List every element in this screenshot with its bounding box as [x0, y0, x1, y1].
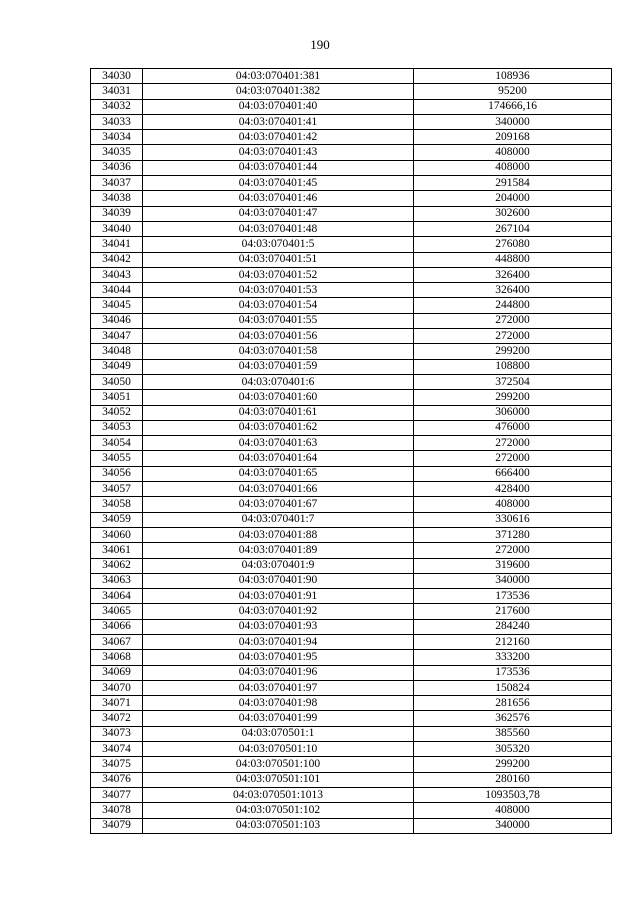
cadastral-value-cell: 217600	[414, 604, 612, 619]
row-index-cell: 34042	[91, 252, 143, 267]
row-index-cell: 34032	[91, 99, 143, 114]
cadastral-number-cell: 04:03:070401:46	[143, 191, 414, 206]
table-row	[91, 329, 612, 344]
table-row	[91, 69, 612, 84]
table-row	[91, 313, 612, 328]
cadastral-value-cell: 408000	[414, 497, 612, 512]
row-index-cell: 34030	[91, 69, 143, 84]
table-row	[91, 772, 612, 787]
cadastral-value-cell: 204000	[414, 191, 612, 206]
cadastral-number-cell: 04:03:070401:62	[143, 420, 414, 435]
table-row	[91, 344, 612, 359]
cadastral-value-cell: 340000	[414, 114, 612, 129]
cadastral-number-cell: 04:03:070401:51	[143, 252, 414, 267]
row-index-cell: 34043	[91, 267, 143, 282]
row-index-cell: 34034	[91, 130, 143, 145]
table-row	[91, 512, 612, 527]
row-index-cell: 34057	[91, 482, 143, 497]
cadastral-number-cell: 04:03:070401:90	[143, 573, 414, 588]
row-index-cell: 34036	[91, 160, 143, 175]
table-row	[91, 619, 612, 634]
cadastral-number-cell: 04:03:070401:64	[143, 451, 414, 466]
cadastral-number-cell: 04:03:070401:6	[143, 374, 414, 389]
cadastral-value-cell: 174666,16	[414, 99, 612, 114]
cadastral-number-cell: 04:03:070501:102	[143, 803, 414, 818]
cadastral-value-cell: 173536	[414, 665, 612, 680]
table-row	[91, 405, 612, 420]
cadastral-number-cell: 04:03:070401:382	[143, 84, 414, 99]
table-row	[91, 543, 612, 558]
table-row	[91, 665, 612, 680]
table-row	[91, 573, 612, 588]
cadastral-number-cell: 04:03:070401:52	[143, 267, 414, 282]
cadastral-value-cell: 305320	[414, 742, 612, 757]
table-body	[91, 69, 612, 834]
cadastral-value-cell: 272000	[414, 436, 612, 451]
table-row	[91, 84, 612, 99]
table-row	[91, 451, 612, 466]
cadastral-number-cell: 04:03:070401:381	[143, 69, 414, 84]
cadastral-number-cell: 04:03:070401:94	[143, 634, 414, 649]
cadastral-value-cell: 244800	[414, 298, 612, 313]
cadastral-number-cell: 04:03:070401:95	[143, 650, 414, 665]
table-row	[91, 634, 612, 649]
cadastral-number-cell: 04:03:070401:92	[143, 604, 414, 619]
row-index-cell: 34044	[91, 283, 143, 298]
row-index-cell: 34071	[91, 696, 143, 711]
table-row	[91, 696, 612, 711]
cadastral-number-cell: 04:03:070501:1	[143, 726, 414, 741]
cadastral-number-cell: 04:03:070401:99	[143, 711, 414, 726]
cadastral-number-cell: 04:03:070401:45	[143, 176, 414, 191]
cadastral-value-cell: 281656	[414, 696, 612, 711]
cadastral-value-cell: 408000	[414, 145, 612, 160]
cadastral-number-cell: 04:03:070401:43	[143, 145, 414, 160]
row-index-cell: 34039	[91, 206, 143, 221]
table-row	[91, 390, 612, 405]
row-index-cell: 34066	[91, 619, 143, 634]
table-row	[91, 482, 612, 497]
row-index-cell: 34061	[91, 543, 143, 558]
cadastral-number-cell: 04:03:070501:101	[143, 772, 414, 787]
table-row	[91, 359, 612, 374]
table-row	[91, 221, 612, 236]
cadastral-number-cell: 04:03:070401:58	[143, 344, 414, 359]
cadastral-value-cell: 333200	[414, 650, 612, 665]
cadastral-number-cell: 04:03:070401:53	[143, 283, 414, 298]
cadastral-number-cell: 04:03:070401:88	[143, 527, 414, 542]
cadastral-value-cell: 371280	[414, 527, 612, 542]
row-index-cell: 34078	[91, 803, 143, 818]
table-row	[91, 252, 612, 267]
table-row	[91, 650, 612, 665]
cadastral-number-cell: 04:03:070401:97	[143, 680, 414, 695]
cadastral-value-cell: 291584	[414, 176, 612, 191]
row-index-cell: 34064	[91, 589, 143, 604]
cadastral-number-cell: 04:03:070401:40	[143, 99, 414, 114]
cadastral-number-cell: 04:03:070501:10	[143, 742, 414, 757]
table-row	[91, 787, 612, 802]
row-index-cell: 34049	[91, 359, 143, 374]
table-row	[91, 374, 612, 389]
cadastral-value-cell: 272000	[414, 451, 612, 466]
cadastral-value-cell: 284240	[414, 619, 612, 634]
table-row	[91, 604, 612, 619]
cadastral-value-cell: 1093503,78	[414, 787, 612, 802]
row-index-cell: 34070	[91, 680, 143, 695]
cadastral-value-cell: 95200	[414, 84, 612, 99]
row-index-cell: 34075	[91, 757, 143, 772]
cadastral-value-table	[90, 68, 612, 834]
table-row	[91, 497, 612, 512]
cadastral-number-cell: 04:03:070401:89	[143, 543, 414, 558]
cadastral-number-cell: 04:03:070401:56	[143, 329, 414, 344]
cadastral-number-cell: 04:03:070401:5	[143, 237, 414, 252]
table-row	[91, 267, 612, 282]
cadastral-number-cell: 04:03:070501:100	[143, 757, 414, 772]
cadastral-value-cell: 306000	[414, 405, 612, 420]
row-index-cell: 34048	[91, 344, 143, 359]
row-index-cell: 34052	[91, 405, 143, 420]
row-index-cell: 34031	[91, 84, 143, 99]
cadastral-value-cell: 408000	[414, 160, 612, 175]
cadastral-value-cell: 280160	[414, 772, 612, 787]
cadastral-number-cell: 04:03:070401:66	[143, 482, 414, 497]
row-index-cell: 34051	[91, 390, 143, 405]
table-row	[91, 283, 612, 298]
cadastral-number-cell: 04:03:070401:98	[143, 696, 414, 711]
cadastral-number-cell: 04:03:070401:42	[143, 130, 414, 145]
table-row	[91, 160, 612, 175]
cadastral-value-cell: 326400	[414, 283, 612, 298]
table-row	[91, 298, 612, 313]
table-row	[91, 191, 612, 206]
row-index-cell: 34073	[91, 726, 143, 741]
table-row	[91, 130, 612, 145]
cadastral-value-cell: 428400	[414, 482, 612, 497]
cadastral-number-cell: 04:03:070401:47	[143, 206, 414, 221]
cadastral-value-cell: 319600	[414, 558, 612, 573]
cadastral-number-cell: 04:03:070401:9	[143, 558, 414, 573]
row-index-cell: 34076	[91, 772, 143, 787]
cadastral-value-cell: 173536	[414, 589, 612, 604]
table-row	[91, 466, 612, 481]
cadastral-value-cell: 299200	[414, 757, 612, 772]
cadastral-number-cell: 04:03:070401:54	[143, 298, 414, 313]
cadastral-value-cell: 276080	[414, 237, 612, 252]
table-row	[91, 726, 612, 741]
row-index-cell: 34041	[91, 237, 143, 252]
cadastral-value-cell: 272000	[414, 313, 612, 328]
page-number: 190	[310, 37, 330, 52]
cadastral-number-cell: 04:03:070401:65	[143, 466, 414, 481]
row-index-cell: 34047	[91, 329, 143, 344]
table-row	[91, 436, 612, 451]
row-index-cell: 34058	[91, 497, 143, 512]
cadastral-number-cell: 04:03:070401:44	[143, 160, 414, 175]
cadastral-number-cell: 04:03:070401:7	[143, 512, 414, 527]
cadastral-value-cell: 108936	[414, 69, 612, 84]
table-row	[91, 803, 612, 818]
cadastral-number-cell: 04:03:070401:55	[143, 313, 414, 328]
row-index-cell: 34033	[91, 114, 143, 129]
row-index-cell: 34038	[91, 191, 143, 206]
cadastral-number-cell: 04:03:070501:1013	[143, 787, 414, 802]
row-index-cell: 34069	[91, 665, 143, 680]
table-row	[91, 680, 612, 695]
table-row	[91, 145, 612, 160]
row-index-cell: 34054	[91, 436, 143, 451]
cadastral-value-cell: 385560	[414, 726, 612, 741]
row-index-cell: 34063	[91, 573, 143, 588]
row-index-cell: 34037	[91, 176, 143, 191]
cadastral-number-cell: 04:03:070401:41	[143, 114, 414, 129]
row-index-cell: 34077	[91, 787, 143, 802]
cadastral-value-cell: 408000	[414, 803, 612, 818]
table-row	[91, 420, 612, 435]
row-index-cell: 34067	[91, 634, 143, 649]
cadastral-number-cell: 04:03:070401:91	[143, 589, 414, 604]
row-index-cell: 34059	[91, 512, 143, 527]
table-row	[91, 589, 612, 604]
table-row	[91, 176, 612, 191]
row-index-cell: 34050	[91, 374, 143, 389]
cadastral-value-cell: 272000	[414, 543, 612, 558]
cadastral-number-cell: 04:03:070401:60	[143, 390, 414, 405]
row-index-cell: 34065	[91, 604, 143, 619]
row-index-cell: 34055	[91, 451, 143, 466]
table-row	[91, 757, 612, 772]
cadastral-value-cell: 340000	[414, 818, 612, 833]
table-row	[91, 818, 612, 833]
cadastral-value-cell: 267104	[414, 221, 612, 236]
cadastral-value-cell: 362576	[414, 711, 612, 726]
row-index-cell: 34056	[91, 466, 143, 481]
cadastral-value-cell: 476000	[414, 420, 612, 435]
table-row	[91, 206, 612, 221]
row-index-cell: 34053	[91, 420, 143, 435]
cadastral-number-cell: 04:03:070401:59	[143, 359, 414, 374]
cadastral-value-cell: 108800	[414, 359, 612, 374]
cadastral-value-cell: 150824	[414, 680, 612, 695]
cadastral-number-cell: 04:03:070401:48	[143, 221, 414, 236]
table-row	[91, 99, 612, 114]
row-index-cell: 34072	[91, 711, 143, 726]
row-index-cell: 34045	[91, 298, 143, 313]
row-index-cell: 34040	[91, 221, 143, 236]
cadastral-value-cell: 299200	[414, 344, 612, 359]
table-row	[91, 114, 612, 129]
row-index-cell: 34068	[91, 650, 143, 665]
row-index-cell: 34079	[91, 818, 143, 833]
cadastral-value-cell: 299200	[414, 390, 612, 405]
table-row	[91, 711, 612, 726]
cadastral-value-cell: 448800	[414, 252, 612, 267]
cadastral-number-cell: 04:03:070401:93	[143, 619, 414, 634]
cadastral-value-cell: 212160	[414, 634, 612, 649]
row-index-cell: 34062	[91, 558, 143, 573]
table-row	[91, 558, 612, 573]
cadastral-number-cell: 04:03:070401:96	[143, 665, 414, 680]
cadastral-value-cell: 272000	[414, 329, 612, 344]
cadastral-number-cell: 04:03:070501:103	[143, 818, 414, 833]
cadastral-number-cell: 04:03:070401:63	[143, 436, 414, 451]
row-index-cell: 34046	[91, 313, 143, 328]
cadastral-value-cell: 326400	[414, 267, 612, 282]
cadastral-value-cell: 209168	[414, 130, 612, 145]
cadastral-value-cell: 666400	[414, 466, 612, 481]
row-index-cell: 34074	[91, 742, 143, 757]
cadastral-number-cell: 04:03:070401:61	[143, 405, 414, 420]
table-row	[91, 742, 612, 757]
cadastral-value-cell: 372504	[414, 374, 612, 389]
cadastral-number-cell: 04:03:070401:67	[143, 497, 414, 512]
table-row	[91, 237, 612, 252]
table-row	[91, 527, 612, 542]
row-index-cell: 34060	[91, 527, 143, 542]
row-index-cell: 34035	[91, 145, 143, 160]
cadastral-value-cell: 340000	[414, 573, 612, 588]
cadastral-value-cell: 302600	[414, 206, 612, 221]
cadastral-value-cell: 330616	[414, 512, 612, 527]
